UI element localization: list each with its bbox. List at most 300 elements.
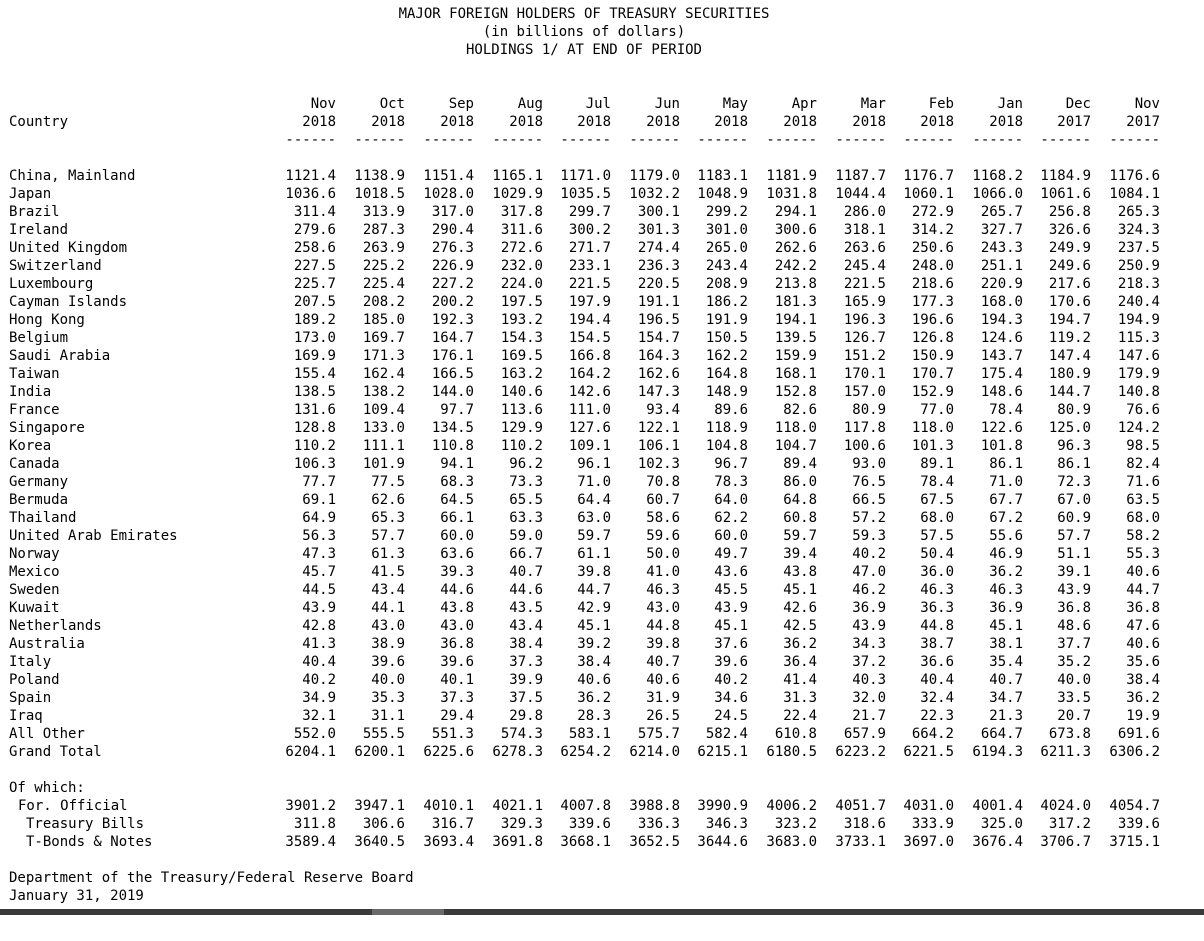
holding-value: 6254.2 xyxy=(560,744,611,760)
table-row xyxy=(0,437,1204,455)
holding-value: 208.9 xyxy=(705,276,748,292)
holding-value: 40.6 xyxy=(646,672,680,688)
holding-value: 110.8 xyxy=(431,438,474,454)
holding-value: 46.9 xyxy=(989,546,1023,562)
holding-value: 66.1 xyxy=(440,510,474,526)
holding-value: 262.6 xyxy=(774,240,817,256)
holding-value: 21.7 xyxy=(852,708,886,724)
holding-value: 47.6 xyxy=(1126,618,1160,634)
holding-value: 36.9 xyxy=(852,600,886,616)
holding-value: 40.0 xyxy=(371,672,405,688)
of-which-value: 316.7 xyxy=(431,816,474,832)
holding-value: 657.9 xyxy=(843,726,886,742)
holding-value: 40.2 xyxy=(852,546,886,562)
month-header: Jun xyxy=(654,96,680,112)
holding-value: 256.8 xyxy=(1048,204,1091,220)
holding-value: 64.4 xyxy=(577,492,611,508)
holding-value: 36.2 xyxy=(577,690,611,706)
holding-value: 1187.7 xyxy=(835,168,886,184)
holding-value: 147.4 xyxy=(1048,348,1091,364)
month-header: Dec xyxy=(1065,96,1091,112)
holding-value: 69.1 xyxy=(302,492,336,508)
column-separator: ------ xyxy=(903,132,954,148)
country-name: Korea xyxy=(9,438,52,454)
holding-value: 59.7 xyxy=(577,528,611,544)
holding-value: 104.8 xyxy=(705,438,748,454)
holding-value: 124.2 xyxy=(1117,420,1160,436)
holding-value: 1176.7 xyxy=(903,168,954,184)
holding-value: 63.5 xyxy=(1126,492,1160,508)
holding-value: 166.5 xyxy=(431,366,474,382)
holding-value: 62.2 xyxy=(714,510,748,526)
footer-date: January 31, 2019 xyxy=(9,888,144,904)
holding-value: 274.4 xyxy=(637,240,680,256)
country-name: Saudi Arabia xyxy=(9,348,111,364)
holding-value: 125.0 xyxy=(1048,420,1091,436)
holding-value: 68.3 xyxy=(440,474,474,490)
holding-value: 57.7 xyxy=(1057,528,1091,544)
holding-value: 225.7 xyxy=(293,276,336,292)
holding-value: 249.9 xyxy=(1048,240,1091,256)
month-header: May xyxy=(722,96,748,112)
holding-value: 29.4 xyxy=(440,708,474,724)
holding-value: 249.6 xyxy=(1048,258,1091,274)
country-name: Luxembourg xyxy=(9,276,94,292)
holding-value: 170.1 xyxy=(843,366,886,382)
holding-value: 60.9 xyxy=(1057,510,1091,526)
of-which-row xyxy=(0,815,1204,833)
holding-value: 163.2 xyxy=(500,366,543,382)
holding-value: 77.7 xyxy=(302,474,336,490)
of-which-value: 3947.1 xyxy=(354,798,405,814)
holding-value: 127.6 xyxy=(568,420,611,436)
of-which-row-label: Treasury Bills xyxy=(26,816,145,832)
holding-value: 24.5 xyxy=(714,708,748,724)
separator-row xyxy=(0,131,1204,149)
year-header: 2018 xyxy=(646,114,680,130)
of-which-value: 318.6 xyxy=(843,816,886,832)
table-row xyxy=(0,473,1204,491)
country-name: Taiwan xyxy=(9,366,60,382)
holding-value: 179.9 xyxy=(1117,366,1160,382)
holding-value: 34.3 xyxy=(852,636,886,652)
month-header: Mar xyxy=(860,96,886,112)
year-header: 2018 xyxy=(577,114,611,130)
holding-value: 294.1 xyxy=(774,204,817,220)
country-name: Brazil xyxy=(9,204,60,220)
holding-value: 299.7 xyxy=(568,204,611,220)
holding-value: 133.0 xyxy=(362,420,405,436)
holding-value: 192.3 xyxy=(431,312,474,328)
holding-value: 196.3 xyxy=(843,312,886,328)
holding-value: 36.3 xyxy=(920,600,954,616)
country-name: Iraq xyxy=(9,708,43,724)
holding-value: 250.6 xyxy=(911,240,954,256)
holding-value: 46.3 xyxy=(920,582,954,598)
table-row xyxy=(0,617,1204,635)
holding-value: 96.3 xyxy=(1057,438,1091,454)
holding-value: 35.4 xyxy=(989,654,1023,670)
holding-value: 1168.2 xyxy=(972,168,1023,184)
holding-value: 191.1 xyxy=(637,294,680,310)
column-separator: ------ xyxy=(835,132,886,148)
holding-value: 102.3 xyxy=(637,456,680,472)
year-header-row xyxy=(0,113,1204,131)
holding-value: 40.0 xyxy=(1057,672,1091,688)
of-which-value: 336.3 xyxy=(637,816,680,832)
holding-value: 248.0 xyxy=(911,258,954,274)
year-header: 2018 xyxy=(371,114,405,130)
holding-value: 164.3 xyxy=(637,348,680,364)
holding-value: 245.4 xyxy=(843,258,886,274)
holding-value: 67.0 xyxy=(1057,492,1091,508)
taskbar-strip xyxy=(0,909,1204,915)
holding-value: 59.6 xyxy=(646,528,680,544)
holding-value: 236.3 xyxy=(637,258,680,274)
holding-value: 60.0 xyxy=(440,528,474,544)
holding-value: 80.9 xyxy=(852,402,886,418)
holding-value: 39.2 xyxy=(577,636,611,652)
country-name: United Arab Emirates xyxy=(9,528,178,544)
holding-value: 317.0 xyxy=(431,204,474,220)
holding-value: 218.6 xyxy=(911,276,954,292)
holding-value: 243.4 xyxy=(705,258,748,274)
holding-value: 118.9 xyxy=(705,420,748,436)
holding-value: 551.3 xyxy=(431,726,474,742)
holding-value: 94.1 xyxy=(440,456,474,472)
holding-value: 44.8 xyxy=(920,618,954,634)
holding-value: 39.4 xyxy=(783,546,817,562)
of-which-value: 3901.2 xyxy=(285,798,336,814)
report-holdings-line: HOLDINGS 1/ AT END OF PERIOD xyxy=(465,42,702,58)
holding-value: 64.9 xyxy=(302,510,336,526)
holding-value: 300.2 xyxy=(568,222,611,238)
year-header: 2017 xyxy=(1126,114,1160,130)
table-row xyxy=(0,401,1204,419)
holding-value: 42.6 xyxy=(783,600,817,616)
table-row xyxy=(0,653,1204,671)
holding-value: 220.9 xyxy=(980,276,1023,292)
column-separator: ------ xyxy=(1040,132,1091,148)
of-which-value: 339.6 xyxy=(1117,816,1160,832)
holding-value: 50.0 xyxy=(646,546,680,562)
holding-value: 40.7 xyxy=(509,564,543,580)
holding-value: 128.8 xyxy=(293,420,336,436)
holding-value: 6215.1 xyxy=(697,744,748,760)
holding-value: 109.1 xyxy=(568,438,611,454)
country-name: Canada xyxy=(9,456,60,472)
holding-value: 101.3 xyxy=(911,438,954,454)
holding-value: 157.0 xyxy=(843,384,886,400)
table-row xyxy=(0,329,1204,347)
holding-value: 44.5 xyxy=(302,582,336,598)
of-which-value: 329.3 xyxy=(500,816,543,832)
table-row xyxy=(0,725,1204,743)
holding-value: 48.6 xyxy=(1057,618,1091,634)
holding-value: 39.9 xyxy=(509,672,543,688)
country-name: Grand Total xyxy=(9,744,102,760)
year-header: 2018 xyxy=(440,114,474,130)
holding-value: 82.6 xyxy=(783,402,817,418)
holding-value: 41.4 xyxy=(783,672,817,688)
holding-value: 61.1 xyxy=(577,546,611,562)
holding-value: 35.6 xyxy=(1126,654,1160,670)
holding-value: 131.6 xyxy=(293,402,336,418)
holding-value: 110.2 xyxy=(293,438,336,454)
holding-value: 58.6 xyxy=(646,510,680,526)
holding-value: 110.2 xyxy=(500,438,543,454)
holding-value: 6214.0 xyxy=(629,744,680,760)
holding-value: 185.0 xyxy=(362,312,405,328)
holding-value: 272.9 xyxy=(911,204,954,220)
holding-value: 263.6 xyxy=(843,240,886,256)
holding-value: 299.2 xyxy=(705,204,748,220)
holding-value: 197.5 xyxy=(500,294,543,310)
holding-value: 93.0 xyxy=(852,456,886,472)
table-row xyxy=(0,221,1204,239)
holding-value: 154.7 xyxy=(637,330,680,346)
holding-value: 72.3 xyxy=(1057,474,1091,490)
holding-value: 37.2 xyxy=(852,654,886,670)
holding-value: 194.3 xyxy=(980,312,1023,328)
holding-value: 43.5 xyxy=(509,600,543,616)
holding-value: 44.8 xyxy=(646,618,680,634)
holding-value: 159.9 xyxy=(774,348,817,364)
holding-value: 43.9 xyxy=(302,600,336,616)
holding-value: 313.9 xyxy=(362,204,405,220)
table-row xyxy=(0,527,1204,545)
country-name: France xyxy=(9,402,60,418)
country-name: Thailand xyxy=(9,510,77,526)
holding-value: 45.1 xyxy=(577,618,611,634)
holding-value: 6211.3 xyxy=(1040,744,1091,760)
holding-value: 43.0 xyxy=(371,618,405,634)
of-which-value: 3990.9 xyxy=(697,798,748,814)
holding-value: 39.3 xyxy=(440,564,474,580)
holding-value: 138.2 xyxy=(362,384,405,400)
holding-value: 36.2 xyxy=(989,564,1023,580)
year-header: 2018 xyxy=(783,114,817,130)
holding-value: 38.4 xyxy=(1126,672,1160,688)
holding-value: 1084.1 xyxy=(1109,186,1160,202)
holding-value: 63.3 xyxy=(509,510,543,526)
holding-value: 326.6 xyxy=(1048,222,1091,238)
holding-value: 62.6 xyxy=(371,492,405,508)
of-which-value: 3668.1 xyxy=(560,834,611,850)
holding-value: 1048.9 xyxy=(697,186,748,202)
holding-value: 327.7 xyxy=(980,222,1023,238)
holding-value: 126.8 xyxy=(911,330,954,346)
holding-value: 42.8 xyxy=(302,618,336,634)
holding-value: 111.0 xyxy=(568,402,611,418)
country-name: China, Mainland xyxy=(9,168,136,184)
holding-value: 70.8 xyxy=(646,474,680,490)
country-name: India xyxy=(9,384,52,400)
holding-value: 44.1 xyxy=(371,600,405,616)
holding-value: 40.6 xyxy=(1126,564,1160,580)
holding-value: 251.1 xyxy=(980,258,1023,274)
holding-value: 170.7 xyxy=(911,366,954,382)
column-separator: ------ xyxy=(1109,132,1160,148)
holding-value: 36.9 xyxy=(989,600,1023,616)
holding-value: 93.4 xyxy=(646,402,680,418)
holding-value: 77.0 xyxy=(920,402,954,418)
holding-value: 150.9 xyxy=(911,348,954,364)
of-which-value: 306.6 xyxy=(362,816,405,832)
column-separator: ------ xyxy=(423,132,474,148)
holding-value: 67.2 xyxy=(989,510,1023,526)
holding-value: 171.3 xyxy=(362,348,405,364)
holding-value: 1061.6 xyxy=(1040,186,1091,202)
holding-value: 168.0 xyxy=(980,294,1023,310)
holding-value: 40.2 xyxy=(302,672,336,688)
holding-value: 115.3 xyxy=(1117,330,1160,346)
holding-value: 40.2 xyxy=(714,672,748,688)
country-name: Australia xyxy=(9,636,85,652)
of-which-value: 3676.4 xyxy=(972,834,1023,850)
holding-value: 29.8 xyxy=(509,708,543,724)
table-row xyxy=(0,635,1204,653)
holding-value: 98.5 xyxy=(1126,438,1160,454)
holding-value: 263.9 xyxy=(362,240,405,256)
holding-value: 1018.5 xyxy=(354,186,405,202)
holding-value: 169.5 xyxy=(500,348,543,364)
footer-date-line xyxy=(0,887,1204,905)
table-row xyxy=(0,293,1204,311)
country-name: United Kingdom xyxy=(9,240,128,256)
of-which-value: 4006.2 xyxy=(766,798,817,814)
of-which-value: 317.2 xyxy=(1048,816,1091,832)
holding-value: 38.7 xyxy=(920,636,954,652)
holding-value: 152.8 xyxy=(774,384,817,400)
holding-value: 196.6 xyxy=(911,312,954,328)
holding-value: 78.4 xyxy=(989,402,1023,418)
holding-value: 39.6 xyxy=(371,654,405,670)
holding-value: 122.1 xyxy=(637,420,680,436)
holding-value: 265.3 xyxy=(1117,204,1160,220)
holding-value: 22.3 xyxy=(920,708,954,724)
column-separator: ------ xyxy=(492,132,543,148)
year-header: 2018 xyxy=(852,114,886,130)
holding-value: 66.7 xyxy=(509,546,543,562)
table-row xyxy=(0,455,1204,473)
holding-value: 59.7 xyxy=(783,528,817,544)
holding-value: 47.3 xyxy=(302,546,336,562)
country-name: Belgium xyxy=(9,330,69,346)
holding-value: 118.0 xyxy=(774,420,817,436)
holding-value: 40.7 xyxy=(989,672,1023,688)
holding-value: 36.2 xyxy=(1126,690,1160,706)
holding-value: 41.5 xyxy=(371,564,405,580)
holding-value: 6306.2 xyxy=(1109,744,1160,760)
holding-value: 45.1 xyxy=(783,582,817,598)
country-name: Sweden xyxy=(9,582,60,598)
of-which-value: 3733.1 xyxy=(835,834,886,850)
of-which-value: 4031.0 xyxy=(903,798,954,814)
holding-value: 691.6 xyxy=(1117,726,1160,742)
holding-value: 217.6 xyxy=(1048,276,1091,292)
holding-value: 86.1 xyxy=(1057,456,1091,472)
table-row xyxy=(0,185,1204,203)
holding-value: 240.4 xyxy=(1117,294,1160,310)
holding-value: 55.6 xyxy=(989,528,1023,544)
holding-value: 129.9 xyxy=(500,420,543,436)
holding-value: 19.9 xyxy=(1126,708,1160,724)
holding-value: 6194.3 xyxy=(972,744,1023,760)
holding-value: 64.5 xyxy=(440,492,474,508)
holding-value: 61.3 xyxy=(371,546,405,562)
country-name: Norway xyxy=(9,546,60,562)
table-row xyxy=(0,671,1204,689)
holding-value: 34.9 xyxy=(302,690,336,706)
holding-value: 152.9 xyxy=(911,384,954,400)
holding-value: 1121.4 xyxy=(285,168,336,184)
holding-value: 71.6 xyxy=(1126,474,1160,490)
holding-value: 1138.9 xyxy=(354,168,405,184)
holding-value: 233.1 xyxy=(568,258,611,274)
holding-value: 33.5 xyxy=(1057,690,1091,706)
holding-value: 89.4 xyxy=(783,456,817,472)
holding-value: 287.3 xyxy=(362,222,405,238)
holding-value: 21.3 xyxy=(989,708,1023,724)
holding-value: 225.4 xyxy=(362,276,405,292)
holding-value: 89.6 xyxy=(714,402,748,418)
holding-value: 197.9 xyxy=(568,294,611,310)
holding-value: 89.1 xyxy=(920,456,954,472)
country-name: Cayman Islands xyxy=(9,294,128,310)
holding-value: 113.6 xyxy=(500,402,543,418)
holding-value: 36.8 xyxy=(1126,600,1160,616)
of-which-value: 311.8 xyxy=(293,816,336,832)
holding-value: 154.5 xyxy=(568,330,611,346)
year-header: 2018 xyxy=(509,114,543,130)
holding-value: 66.5 xyxy=(852,492,886,508)
holding-value: 144.7 xyxy=(1048,384,1091,400)
holding-value: 169.7 xyxy=(362,330,405,346)
holding-value: 42.9 xyxy=(577,600,611,616)
holding-value: 100.6 xyxy=(843,438,886,454)
holding-value: 1035.5 xyxy=(560,186,611,202)
holding-value: 36.8 xyxy=(1057,600,1091,616)
holding-value: 96.7 xyxy=(714,456,748,472)
holding-value: 143.7 xyxy=(980,348,1023,364)
table-row xyxy=(0,311,1204,329)
holding-value: 63.6 xyxy=(440,546,474,562)
holding-value: 6200.1 xyxy=(354,744,405,760)
holding-value: 28.3 xyxy=(577,708,611,724)
report-title: MAJOR FOREIGN HOLDERS OF TREASURY SECURITIES xyxy=(398,6,770,22)
holding-value: 37.3 xyxy=(440,690,474,706)
holding-value: 32.1 xyxy=(302,708,336,724)
holding-value: 243.3 xyxy=(980,240,1023,256)
holding-value: 271.7 xyxy=(568,240,611,256)
holding-value: 43.0 xyxy=(440,618,474,634)
holding-value: 1060.1 xyxy=(903,186,954,202)
holding-value: 76.6 xyxy=(1126,402,1160,418)
table-row xyxy=(0,599,1204,617)
holding-value: 6278.3 xyxy=(492,744,543,760)
holding-value: 301.0 xyxy=(705,222,748,238)
holding-value: 124.6 xyxy=(980,330,1023,346)
holding-value: 180.9 xyxy=(1048,366,1091,382)
table-row xyxy=(0,203,1204,221)
of-which-value: 339.6 xyxy=(568,816,611,832)
holding-value: 6180.5 xyxy=(766,744,817,760)
holding-value: 43.9 xyxy=(1057,582,1091,598)
holding-value: 276.3 xyxy=(431,240,474,256)
holding-value: 250.9 xyxy=(1117,258,1160,274)
holding-value: 101.8 xyxy=(980,438,1023,454)
